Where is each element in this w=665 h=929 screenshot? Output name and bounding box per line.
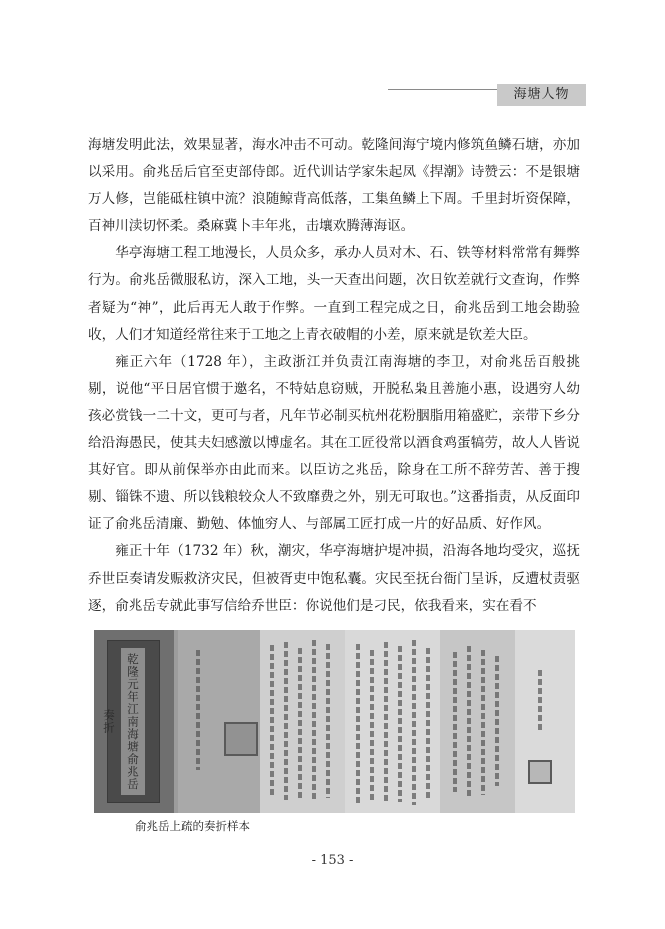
paragraph-3: 雍正六年（1728 年），主政浙江并负责江南海塘的李卫，对俞兆岳百般挑剔，说他“平日居官惯于邀名，不特姑息窃贼，开脱私枭且善施小惠，设遇穷人幼孩必赏钱一二十文，更可与者，凡年节必制买杭州花粉胭脂用箱盛贮，亲带下乡分给沿海愚民，使其夫妇感激以博虚名。其在工匠役常以酒食鸡蛋犒劳，故人人皆说其好官。即从前保举亦由此而来。以臣访之兆岳，除身在工所不辞劳苦、善于搜剔、锱铢不遗、所以钱粮较众人不致靡费之外，别无可取也。”这番指责，从反面印证了俞兆岳清廉、勤勉、体恤穷人、与部属工匠打成一片的好品质、好作风。 [88, 353, 580, 533]
handwritten-column [481, 650, 485, 795]
seal-stamp-icon [224, 722, 258, 756]
handwritten-column [196, 650, 200, 770]
handwritten-column [312, 640, 316, 800]
handwritten-column [270, 645, 274, 795]
memorial-panel [440, 630, 515, 813]
page-number: - 153 - [311, 853, 354, 868]
paragraph-1: 海塘发明此法，效果显著，海水冲击不可动。乾隆间海宁境内修筑鱼鳞石塘，亦加以采用。俞兆岳后官至吏部侍郎。近代训诂学家朱起凤《捍潮》诗赞云：不是银塘万人修，岂能砥柱镇中流？浪随鲸背高低落，工集鱼鳞上下周。千里封圻资保障，百神川渎切怀柔。桑麻冀卜丰年兆，击壤欢腾薄海讴。 [88, 137, 580, 235]
handwritten-column [370, 650, 374, 800]
memorial-photo [94, 630, 575, 813]
seal-stamp-icon [528, 760, 552, 784]
handwritten-column [412, 640, 416, 805]
handwritten-column [326, 644, 330, 798]
handwritten-column [426, 648, 430, 798]
handwritten-column [453, 652, 457, 792]
paragraph-2: 华亭海塘工程工地漫长，人员众多，承办人员对木、石、铁等材料常常有舞弊行为。俞兆岳微服私访，深入工地，头一天查出问题，次日钦差就行文查询，作弊者疑为“神”，此后再无人敢于作弊。一直到工程完成之日，俞兆岳到工地会勘验收，人们才知道经常往来于工地之上青衣破帽的小差，原来就是钦差大臣。 [88, 245, 580, 343]
handwritten-column [538, 670, 542, 730]
handwritten-column [467, 646, 471, 796]
handwritten-column [298, 648, 302, 798]
handwritten-column [384, 642, 388, 804]
body-text [88, 132, 580, 620]
handwritten-column [356, 644, 360, 804]
folded-memorial-photo [178, 630, 575, 813]
booklet-title-label: 乾隆元年江南海塘俞兆岳奏折 [121, 648, 145, 795]
paragraph-4: 雍正十年（1732 年）秋，潮灾，华亭海塘护堤冲损，沿海各地均受灾，巡抚乔世臣奏请发赈救济灾民，但被胥吏中饱私囊。灾民至抚台衙门呈诉，反遭杖责驱逐，俞兆岳专就此事写信给乔世臣：你说他们是刁民，依我看来，实在看不 [88, 543, 580, 614]
handwritten-column [398, 646, 402, 802]
handwritten-column [284, 642, 288, 800]
booklet-cover [102, 640, 160, 803]
figure-caption: 俞兆岳上疏的奏折样本 [135, 819, 250, 833]
booklet-photo [94, 630, 174, 813]
handwritten-column [495, 656, 499, 786]
running-header: 海塘人物 [497, 84, 586, 106]
memorial-panel [515, 630, 575, 813]
